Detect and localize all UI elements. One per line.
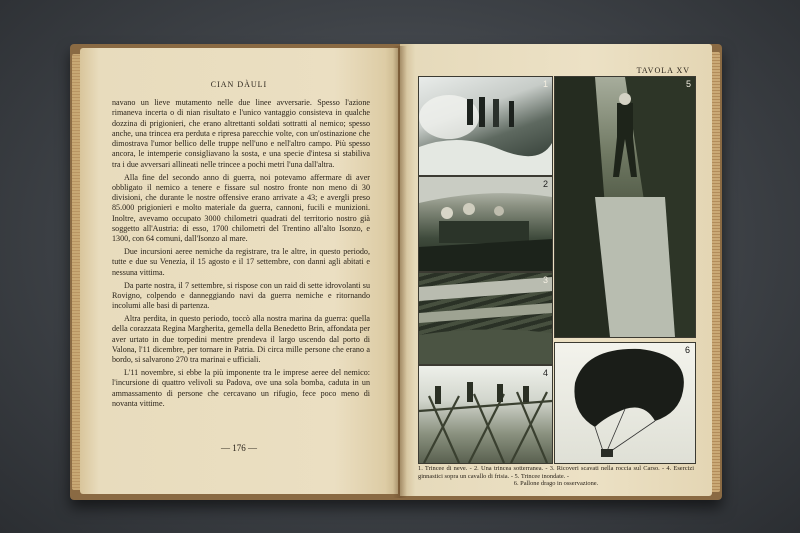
paragraph: Due incursioni aeree nemiche da registrare, tra le altre, in questo periodo, tutte e due su Venezia, il 15 agosto e il 17 settembre, con danni agli abitati e nessuna vittima. [112,247,370,277]
photo-rock-shelters [418,272,553,365]
page-number: — 176 — [221,443,257,453]
paragraph: Alla fine del secondo anno di guerra, noi potevamo affermare di aver obbligato il nemico a tenere e fissare sul nostro fronte non meno di 30 divisioni, che durante le nostre offensive erano arrivate a 43; e avergli preso 85.000 prigionieri e molto materiale da guerra, cannoni, fucili e munizioni. Inoltre, avevamo occupato 3000 chilometri quadrati del territorio nostro già soggetto all'Austria: di esso, 1700 chilometri del Trentino all'alto Isonzo, e 1300, con 64 comuni, dall'Isonzo al mare. [112,172,370,244]
paragraph: Da parte nostra, il 7 settembre, si rispose con un raid di sette idrovolanti su Rovigno, colpendo e danneggiando navi da guerra nemiche e ritornando incolumi alle basi di partenza. [112,280,370,311]
paragraph: navano un lieve mutamento nelle due linee avversarie. Spesso l'azione rimaneva incerta o di nian risultato e l'unico vantaggio consisteva in qualche dozzina di prigionieri, che erano altrettanti soldati sottratti al nemico; spesso anche, una trincea era perduta e ripresa parecchie volte, con un'ostinazione che dimostrava l'umor bellico delle truppe nell'uno e nell'altro campo. Più spesso ancora, le intemperie consigliavano la sosta, e una specie d'intesa si stabiliva tra i due avversari allineati nelle trincee a pochi metri l'una dall'altra. [112,98,370,169]
balloon-drawing [555,343,695,463]
photo-number: 1 [542,79,548,89]
snow-trench-figures [419,77,552,175]
flooded-trench-scene [555,77,695,337]
photo-number: 2 [542,179,548,189]
caption-last-line: 6. Pallone drago in osservazione. [513,480,599,488]
running-head: CIAN DÀULI [210,80,268,89]
cavallo-di-frisia-scene [419,366,552,463]
right-page [400,44,712,496]
photo-flooded-trenches [554,76,696,338]
paragraph: Altra perdita, in questo periodo, toccò alla nostra marina da guerra: quella della corazzata Regina Margherita, gemella della Benedetto Brin, affondata per aver urtato in due torpedini mentre prendeva il largo uscendo dal porto di Valona, l'11 dicembre, per tornare in Patria. Di circa mille persone che erano a bordo, si salvarono 270 tra marinai e ufficiali. [112,313,370,365]
plate-caption [418,465,694,488]
left-page [80,48,398,494]
photo-number: 3 [542,275,548,285]
photo-underground-trench [418,176,553,272]
body-text [112,98,370,412]
photo-observation-balloon [554,342,696,464]
photo-snow-trench [418,76,553,176]
photo-number: 4 [542,368,548,378]
photo-gymnastic-exercises [418,365,553,464]
photo-number: 5 [685,79,691,89]
underground-trench-scene [419,177,552,271]
paragraph: L'11 novembre, si ebbe la più imponente tra le imprese aeree del nemico: l'incursione di quattro velivoli su Padova, ove una sola bomba, caduta in un ammassamento di persone che cercavano un rifugio, fece poco meno di novanta vittime. [112,367,370,408]
plate-title: TAVOLA XV [636,66,690,75]
photo-number: 6 [684,345,690,355]
book-gutter [393,46,407,498]
caption-text: 1. Trincee di neve. - 2. Una trincea sotterranea. - 3. Ricoveri scavati nella roccia sul Carso. - 4. Esercizi ginnastici sopra un cavallo di frisia. - 5. Trincee inondate. - [418,465,694,480]
rock-shelters-scene [419,273,552,364]
